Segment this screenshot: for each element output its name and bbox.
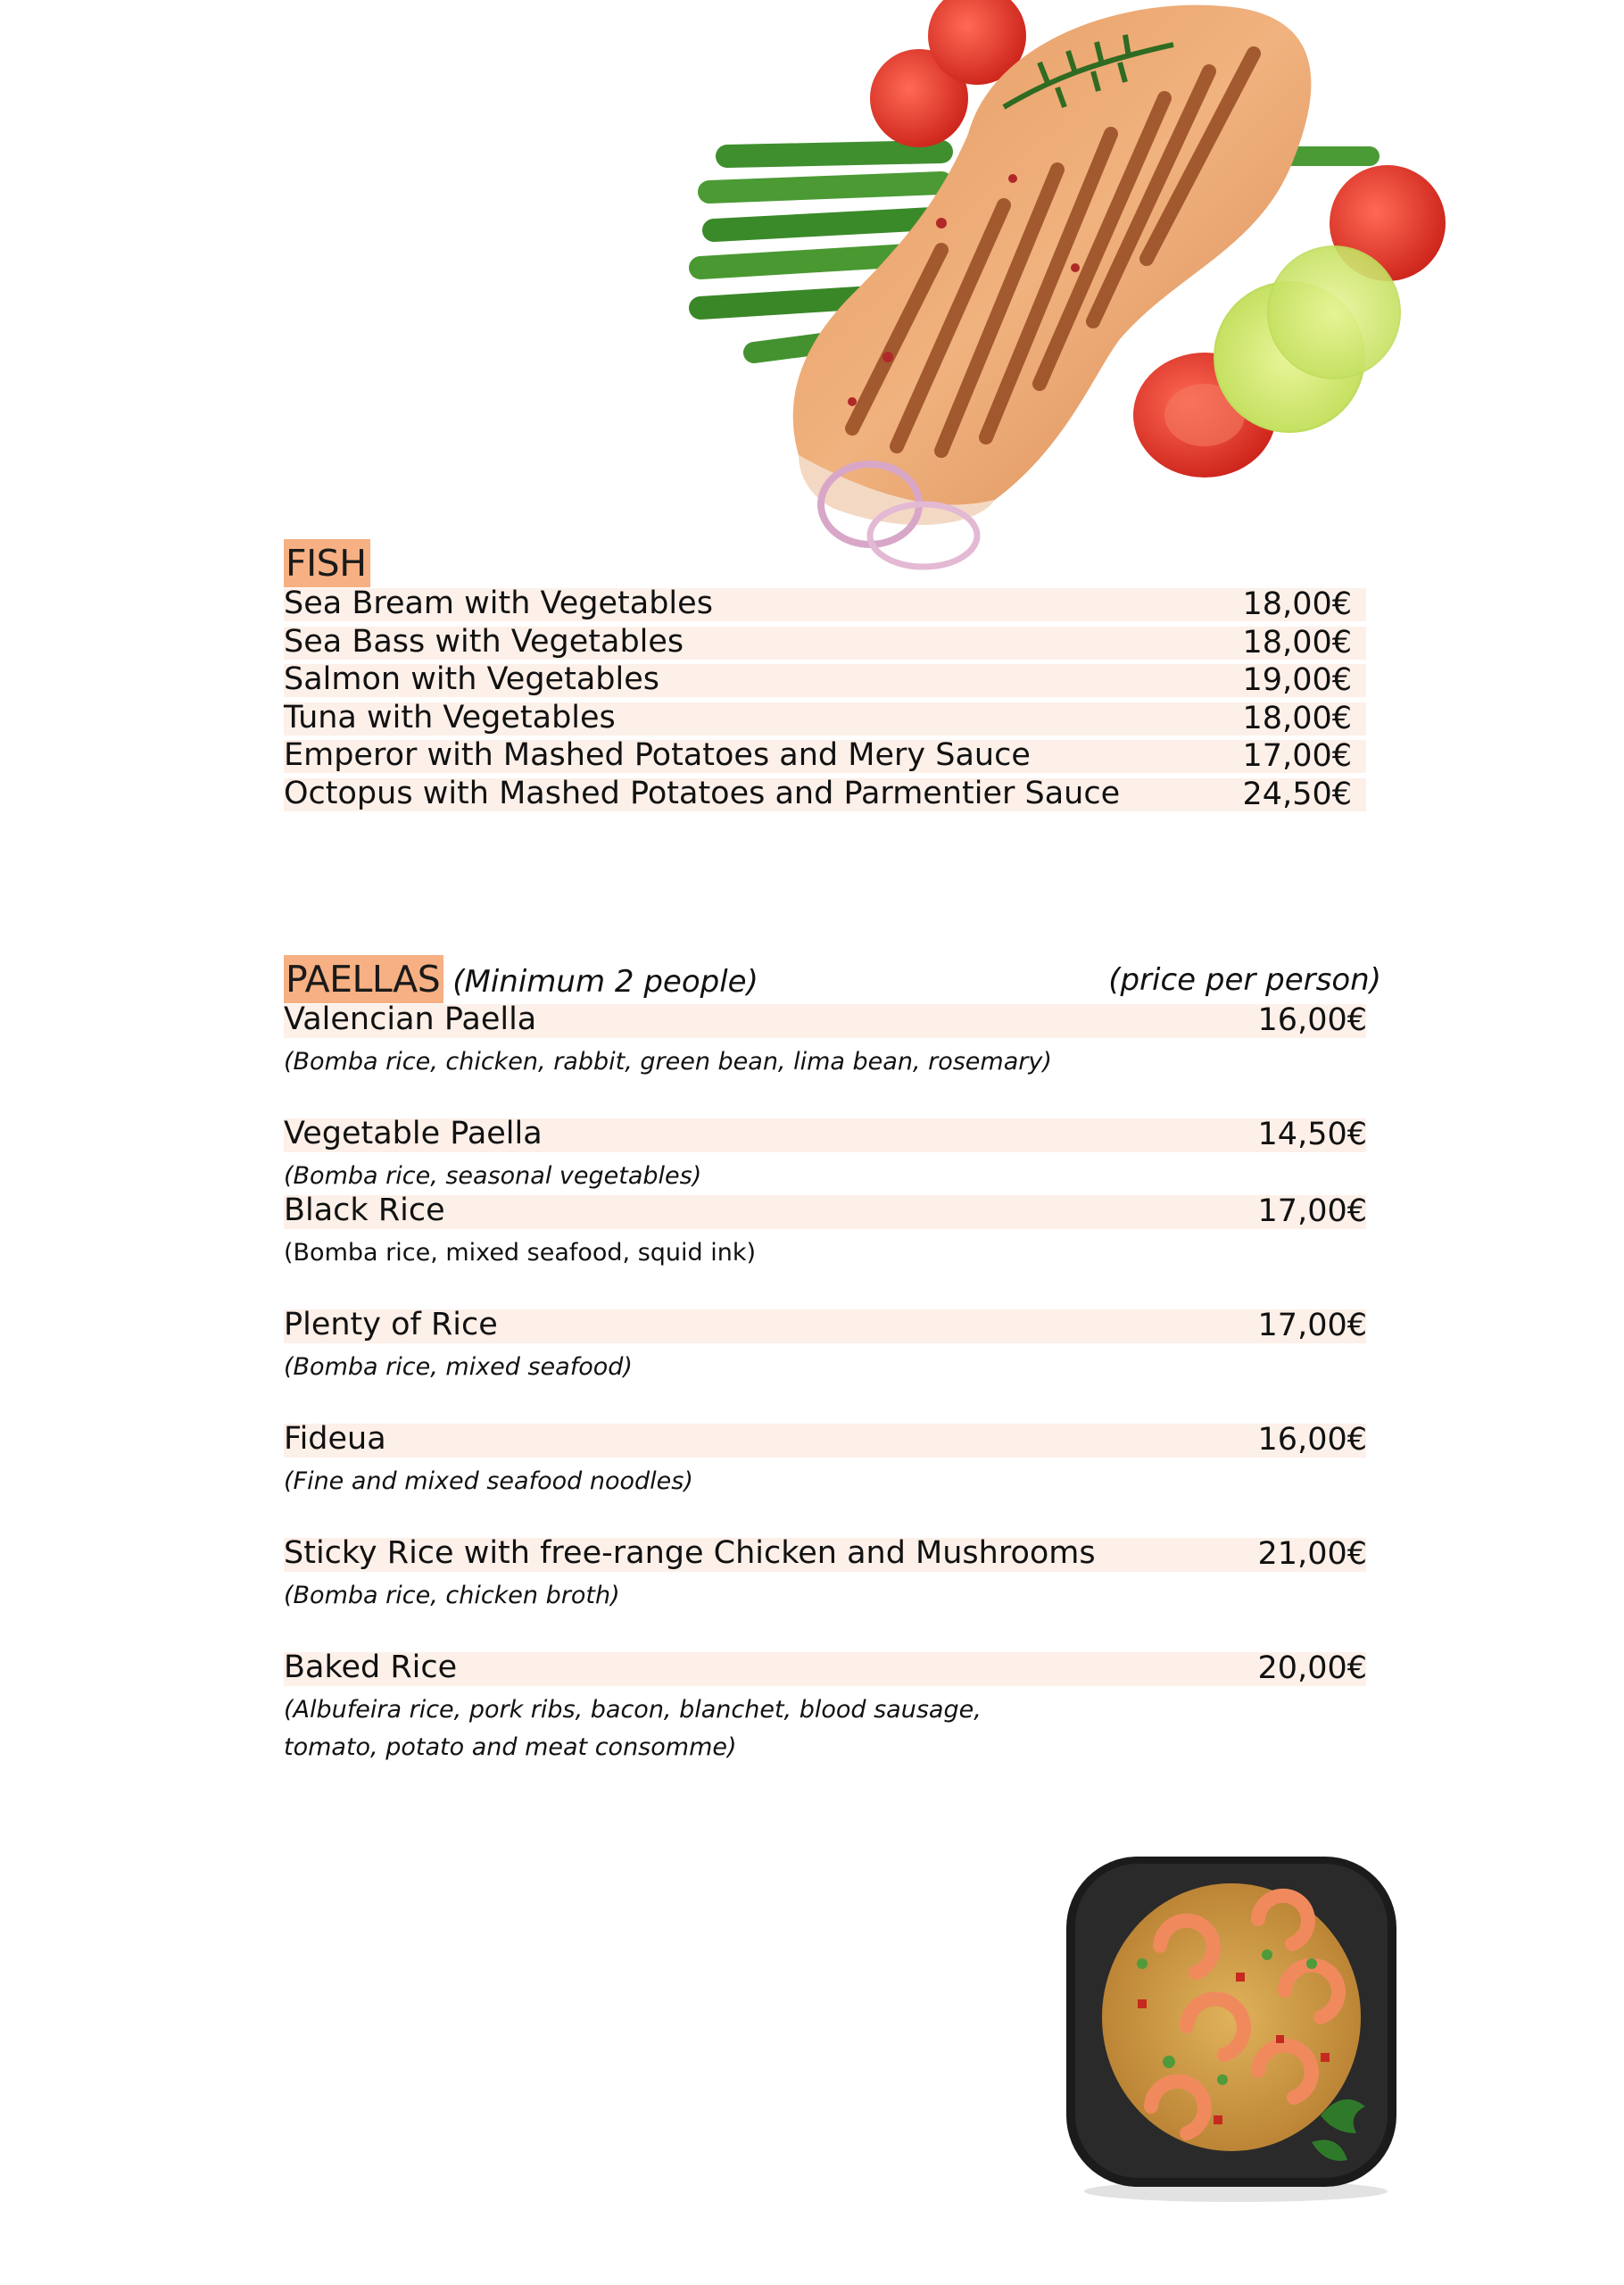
- fish-section: [284, 539, 1381, 816]
- paellas-section-title: PAELLAS: [284, 955, 443, 1003]
- menu-item-description: (Bomba rice, mixed seafood, squid ink): [284, 1239, 757, 1267]
- menu-item-description: (Albufeira rice, pork ribs, bacon, blanchet, blood sausage, tomato, potato and meat consomme): [284, 1696, 982, 1761]
- menu-item-price: 17,00€: [1257, 1308, 1367, 1343]
- paellas-section: [284, 955, 1381, 1777]
- fish-header: [284, 539, 1381, 588]
- menu-item: [284, 1649, 1381, 1777]
- menu-item-name: Fideua: [284, 1421, 386, 1457]
- menu-item: [284, 1192, 1381, 1309]
- menu-item-name: Octopus with Mashed Potatoes and Parmentier Sauce: [284, 775, 1121, 811]
- menu-item-description: (Bomba rice, chicken broth): [284, 1582, 620, 1609]
- menu-item-price: 18,00€: [1242, 624, 1352, 661]
- menu-item-description: (Fine and mixed seafood noodles): [284, 1467, 693, 1495]
- menu-item-price: 16,00€: [1257, 1422, 1367, 1458]
- menu-item-price: 24,50€: [1242, 776, 1352, 812]
- menu-item-highlight: [284, 1195, 1366, 1229]
- menu-item-name: Tuna with Vegetables: [284, 699, 616, 735]
- menu-item-name: Black Rice: [284, 1192, 445, 1228]
- minimum-people-note: (Minimum 2 people): [452, 964, 758, 1000]
- menu-item-price: 14,50€: [1257, 1117, 1367, 1152]
- paellas-header: [284, 955, 1381, 1004]
- menu-item-name: Sea Bass with Vegetables: [284, 623, 684, 660]
- menu-item-price: 17,00€: [1257, 1193, 1367, 1229]
- menu-item: [284, 775, 1366, 812]
- menu-item-price: 19,00€: [1242, 662, 1352, 698]
- menu-item-price: 17,00€: [1242, 738, 1352, 774]
- menu-item: [284, 1001, 1381, 1118]
- menu-item: [284, 737, 1366, 774]
- menu-item: [284, 1309, 1381, 1424]
- menu-item-name: Salmon with Vegetables: [284, 661, 659, 697]
- menu-item-highlight: [284, 1424, 1366, 1458]
- menu-item: [284, 661, 1366, 698]
- grilled-salmon-photo: [674, 0, 1459, 571]
- menu-item-name: Vegetable Paella: [284, 1116, 543, 1151]
- menu-item-name: Plenty of Rice: [284, 1307, 498, 1342]
- menu-item-price: 20,00€: [1257, 1650, 1367, 1686]
- menu-item-name: Valencian Paella: [284, 1001, 537, 1037]
- menu-item: [284, 1118, 1381, 1195]
- seafood-rice-photo: [1053, 1848, 1410, 2205]
- menu-item-price: 18,00€: [1242, 700, 1352, 736]
- menu-item: [284, 1535, 1381, 1652]
- menu-item-description: (Bomba rice, chicken, rabbit, green bean, lima bean, rosemary): [284, 1048, 1052, 1076]
- menu-item-name: Sea Bream with Vegetables: [284, 586, 713, 621]
- menu-item-name: Baked Rice: [284, 1649, 458, 1685]
- fish-section-title: FISH: [284, 539, 370, 587]
- menu-item-description: (Bomba rice, seasonal vegetables): [284, 1162, 702, 1190]
- menu-item-name: Emperor with Mashed Potatoes and Mery Sauce: [284, 737, 1031, 773]
- menu-item-name: Sticky Rice with free-range Chicken and Mushrooms: [284, 1535, 1096, 1571]
- menu-item-price: 21,00€: [1257, 1536, 1367, 1572]
- menu-item: [284, 623, 1366, 661]
- price-per-person-note: (price per person): [1108, 962, 1381, 998]
- menu-item-description: (Bomba rice, mixed seafood): [284, 1353, 633, 1381]
- menu-item: [284, 699, 1366, 736]
- menu-item-price: 18,00€: [1242, 586, 1352, 622]
- menu-item-price: 16,00€: [1257, 1002, 1367, 1038]
- menu-item: [284, 588, 1366, 621]
- menu-item: [284, 1421, 1381, 1538]
